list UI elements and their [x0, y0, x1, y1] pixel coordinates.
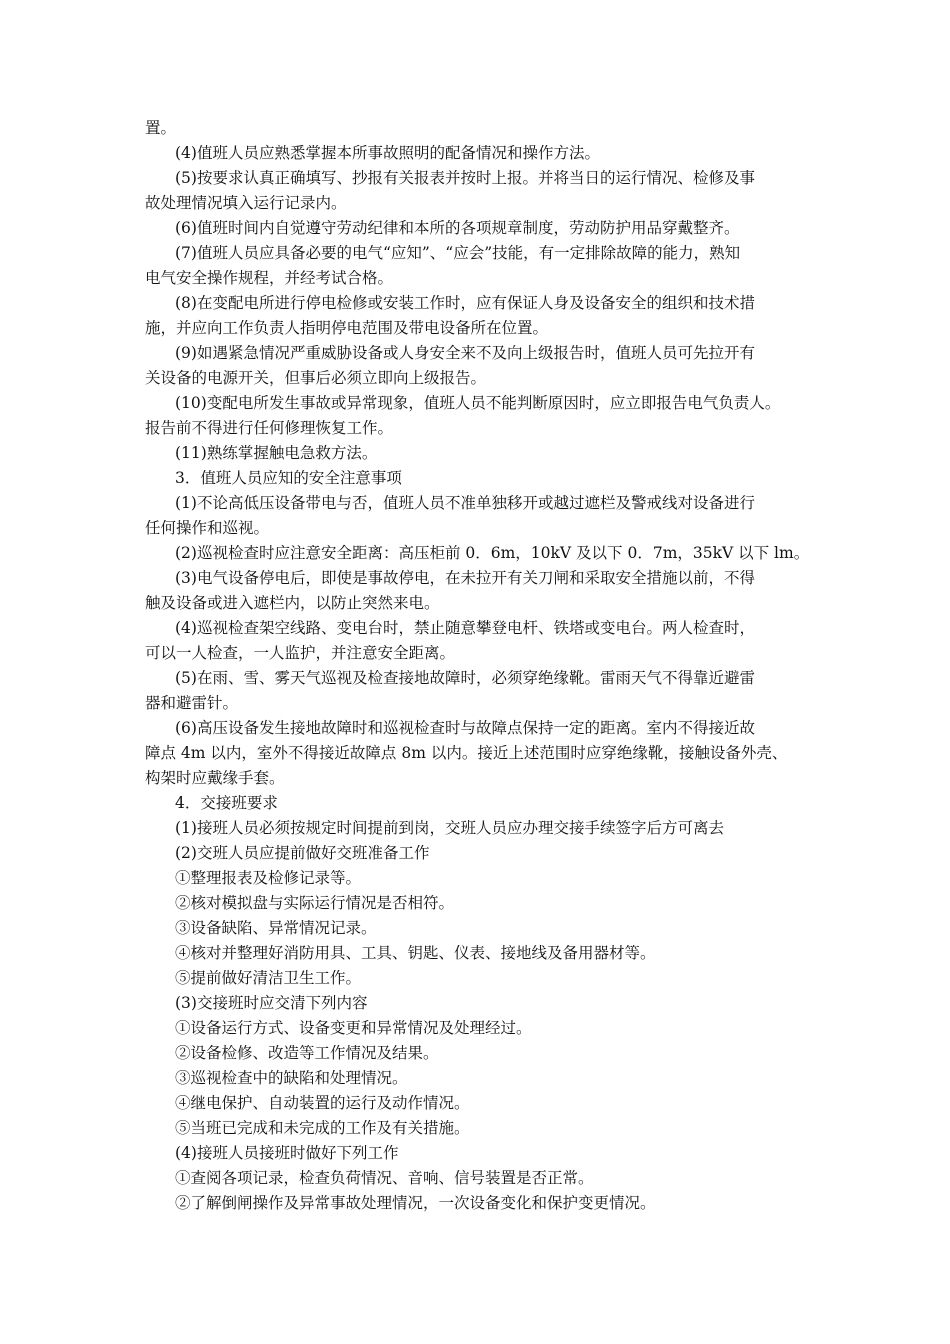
text-line: (2)巡视检查时应注意安全距离：高压柜前 0．6m，10kV 及以下 0．7m，35kV 以下 lm。 [175, 544, 810, 562]
text-line: (6)高压设备发生接地故障时和巡视检查时与故障点保持一定的距离。室内不得接近故 [175, 719, 755, 737]
text-line: (5)按要求认真正确填写、抄报有关报表并按时上报。并将当日的运行情况、检修及事 [175, 169, 755, 187]
text-line: (1)接班人员必须按规定时间提前到岗，交班人员应办理交接手续签字后方可离去 [175, 819, 724, 837]
text-line: ③巡视检查中的缺陷和处理情况。 [175, 1069, 408, 1087]
text-line: (3)交接班时应交清下列内容 [175, 994, 368, 1012]
text-line: 故处理情况填入运行记录内。 [145, 194, 347, 212]
text-line: 可以一人检查，一人监护，并注意安全距离。 [145, 644, 456, 662]
text-line: ②设备检修、改造等工作情况及结果。 [175, 1044, 439, 1062]
text-line: (1)不论高低压设备带电与否，值班人员不准单独移开或越过遮栏及警戒线对设备进行 [175, 494, 755, 512]
text-line: (4)值班人员应熟悉掌握本所事故照明的配备情况和操作方法。 [175, 144, 600, 162]
text-line: (9)如遇紧急情况严重威胁设备或人身安全来不及向上级报告时，值班人员可先拉开有 [175, 344, 755, 362]
text-line: 触及设备或进入遮栏内，以防止突然来电。 [145, 594, 440, 612]
document-body [145, 116, 810, 1216]
text-line: (2)交班人员应提前做好交班准备工作 [175, 844, 430, 862]
text-line: (10)变配电所发生事故或异常现象，值班人员不能判断原因时，应立即报告电气负责人。 [175, 394, 781, 412]
text-line: ②核对模拟盘与实际运行情况是否相符。 [175, 894, 455, 912]
text-line: ④核对并整理好消防用具、工具、钥匙、仪表、接地线及备用器材等。 [175, 944, 656, 962]
text-line: 障点 4m 以内，室外不得接近故障点 8m 以内。接近上述范围时应穿绝缘靴，接触设备外壳、 [145, 744, 788, 762]
text-line: ⑤当班已完成和未完成的工作及有关措施。 [175, 1119, 470, 1137]
text-line: 关设备的电源开关，但事后必须立即向上级报告。 [145, 369, 487, 387]
text-line: (4)接班人员接班时做好下列工作 [175, 1144, 399, 1162]
text-line: 任何操作和巡视。 [145, 519, 270, 537]
text-line: ③设备缺陷、异常情况记录。 [175, 919, 377, 937]
text-line: ①查阅各项记录，检查负荷情况、音响、信号装置是否正常。 [175, 1169, 594, 1187]
text-line: (4)巡视检查架空线路、变电台时，禁止随意攀登电杆、铁塔或变电台。两人检查时， [175, 619, 755, 637]
text-line: 器和避雷针。 [145, 694, 239, 712]
text-line: (11)熟练掌握触电急救方法。 [175, 444, 378, 462]
text-line: ⑤提前做好清洁卫生工作。 [175, 969, 362, 987]
text-line: (6)值班时间内自觉遵守劳动纪律和本所的各项规章制度，劳动防护用品穿戴整齐。 [175, 219, 740, 237]
text-line: 构架时应戴缘手套。 [145, 769, 285, 787]
text-line: ①整理报表及检修记录等。 [175, 869, 362, 887]
text-line: (8)在变配电所进行停电检修或安装工作时，应有保证人身及设备安全的组织和技术措 [175, 294, 755, 312]
text-line: ①设备运行方式、设备变更和异常情况及处理经过。 [175, 1019, 532, 1037]
text-line: 4．交接班要求 [175, 794, 278, 812]
text-line: 3．值班人员应知的安全注意事项 [175, 469, 402, 487]
text-line: (3)电气设备停电后，即使是事故停电，在未拉开有关刀闸和采取安全措施以前，不得 [175, 569, 755, 587]
text-line: (7)值班人员应具备必要的电气“应知”、“应会”技能，有一定排除故障的能力，熟知 [175, 244, 741, 262]
text-line: ②了解倒闸操作及异常事故处理情况，一次设备变化和保护变更情况。 [175, 1194, 656, 1212]
text-line: 电气安全操作规程，并经考试合格。 [145, 269, 394, 287]
text-line: ④继电保护、自动装置的运行及动作情况。 [175, 1094, 470, 1112]
text-line: 置。 [145, 119, 177, 137]
text-line: 施，并应向工作负责人指明停电范围及带电设备所在位置。 [145, 319, 549, 337]
text-line: (5)在雨、雪、雾天气巡视及检查接地故障时，必须穿绝缘靴。雷雨天气不得靠近避雷 [175, 669, 755, 687]
text-line: 报告前不得进行任何修理恢复工作。 [145, 419, 394, 437]
